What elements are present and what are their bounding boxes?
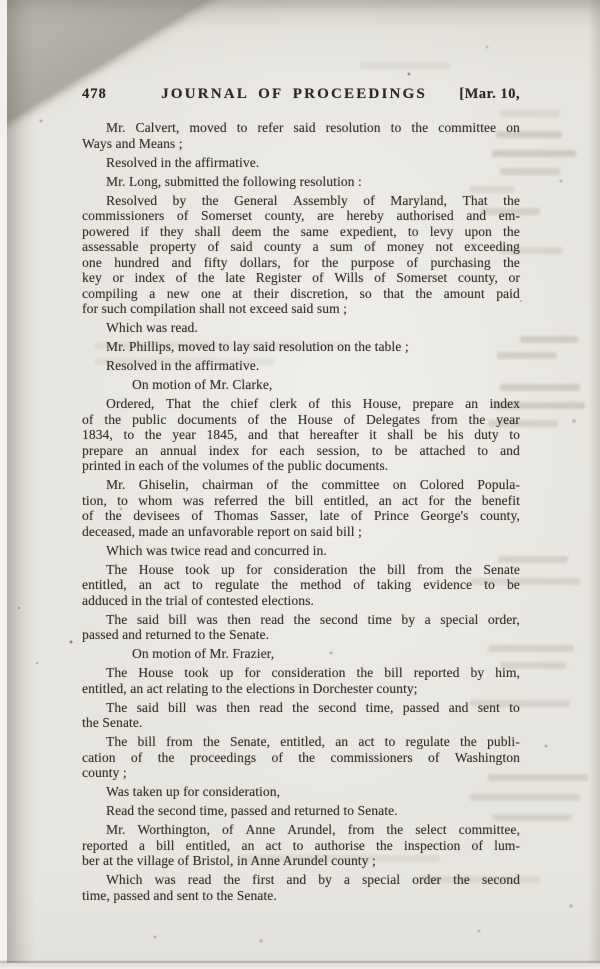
text-line: Read the second time, passed and returned to Senate. [106,803,398,818]
paragraph [82,872,520,903]
paragraph [82,193,520,317]
text-line: cation of the proceedings of the commissioners of Washington [82,749,520,765]
text-line: commissioners of Somerset county, are hereby authorised and em- [82,208,520,223]
text-line: of the public documents of the House of Delegates from the year [82,411,520,427]
text-line: entitled, an act to regulate the method of taking evidence to be [82,577,520,592]
text-line: The House took up for consideration the bill reported by him, [106,665,520,680]
paragraph [82,784,520,800]
text-line: time, passed and sent to the Senate. [82,887,277,903]
text-line: On motion of Mr. Clarke, [132,377,273,392]
text-line: adduced in the trial of contested elections. [82,592,314,608]
text-line: Ways and Means ; [82,135,183,151]
running-header [82,86,520,102]
text-line: Which was read. [106,320,198,335]
text-line: one hundred and fifty dollars, for the purpose of purchasing the [82,254,520,270]
paragraph [82,339,520,355]
page-left-edge [0,0,7,969]
text-line: county ; [82,765,127,780]
text-line: ber at the village of Bristol, in Anne Arundel county ; [82,853,376,868]
paragraph [82,174,520,190]
text-line: Resolved in the affirmative. [106,358,260,373]
text-line: Which was twice read and concurred in. [106,542,327,558]
text-line: prepare an annual index for each session, to be attached to and [82,442,520,458]
paragraph [82,358,520,374]
paragraph [82,562,520,609]
paragraph [82,120,520,151]
text-line: reported a bill entitled, an act to authorise the inspection of lum- [82,837,520,853]
text-line: for such compilation shall not exceed said sum ; [82,301,347,316]
page-right-edge-shading [588,0,600,969]
text-line: tion, to whom was referred the bill entitled, an act for the benefit [82,492,520,508]
text-line: Ordered, That the chief clerk of this House, prepare an index [106,396,520,411]
text-line: powered if they shall deem the same expedient, to levy upon the [82,223,520,239]
paragraph [82,665,520,696]
page-number: 478 [82,86,107,102]
text-line: On motion of Mr. Frazier, [132,646,275,661]
text-line: The House took up for consideration the bill from the Senate [106,561,520,577]
paragraph [82,612,520,643]
paragraph [82,477,520,539]
paragraph [82,700,520,731]
text-line: deceased, made an unfavorable report on said bill ; [82,523,362,539]
text-line: Mr. Long, submitted the following resolution : [106,173,362,189]
text-line: compiling a new one at their discretion, so that the amount paid [82,285,520,301]
paragraph [82,646,520,662]
paragraph [82,822,520,869]
body-text [82,120,520,903]
text-line: passed and returned to the Senate. [82,627,270,642]
text-line: The bill from the Senate, entitled, an act to regulate the publi- [106,734,520,749]
page-bottom-edge [0,963,600,969]
page-left-edge-shadow [7,0,35,969]
text-line: printed in each of the volumes of the public documents. [82,458,389,473]
journal-title: JOURNAL OF PROCEEDINGS [161,86,427,102]
header-date: [Mar. 10, [459,86,520,102]
bleedthrough-ghost [520,336,578,343]
page-top-edge-shading [0,0,600,30]
text-line: The said bill was then read the second time by a special order, [106,611,520,627]
text-line: The said bill was then read the second time, passed and sent to [106,699,520,715]
paragraph [82,396,520,474]
paragraph [82,155,520,171]
text-line: Resolved by the General Assembly of Maryland, That the [106,192,520,208]
text-line: Mr. Ghiselin, chairman of the committee on Colored Popula- [106,477,520,492]
text-line: Resolved in the affirmative. [106,154,260,170]
paragraph [82,320,520,336]
text-line: Which was read the first and by a special order the second [106,872,520,887]
text-line: Mr. Calvert, moved to refer said resolution to the committee on [106,120,520,135]
text-line: Mr. Phillips, moved to lay said resolution on the table ; [106,339,409,354]
text-line: of the devisees of Thomas Sasser, late of Prince George's county, [82,508,520,523]
text-line: 1834, to the year 1845, and that hereafter it shall be his duty to [82,427,520,442]
text-line: Mr. Worthington, of Anne Arundel, from the select committee, [106,822,520,837]
text-line: the Senate. [82,715,143,730]
text-line: key or index of the late Register of Wills of Somerset county, or [82,270,520,285]
paragraph [82,734,520,781]
printed-text-block [82,86,520,903]
bleedthrough-ghost [360,62,450,69]
text-line: entitled, an act relating to the elections in Dorchester county; [82,680,418,696]
dust-specks [0,0,2,2]
text-line: Was taken up for consideration, [106,784,281,799]
paragraph [82,377,520,393]
paragraph [82,803,520,819]
text-line: assessable property of said county a sum of money not exceeding [82,239,520,254]
paragraph [82,543,520,559]
